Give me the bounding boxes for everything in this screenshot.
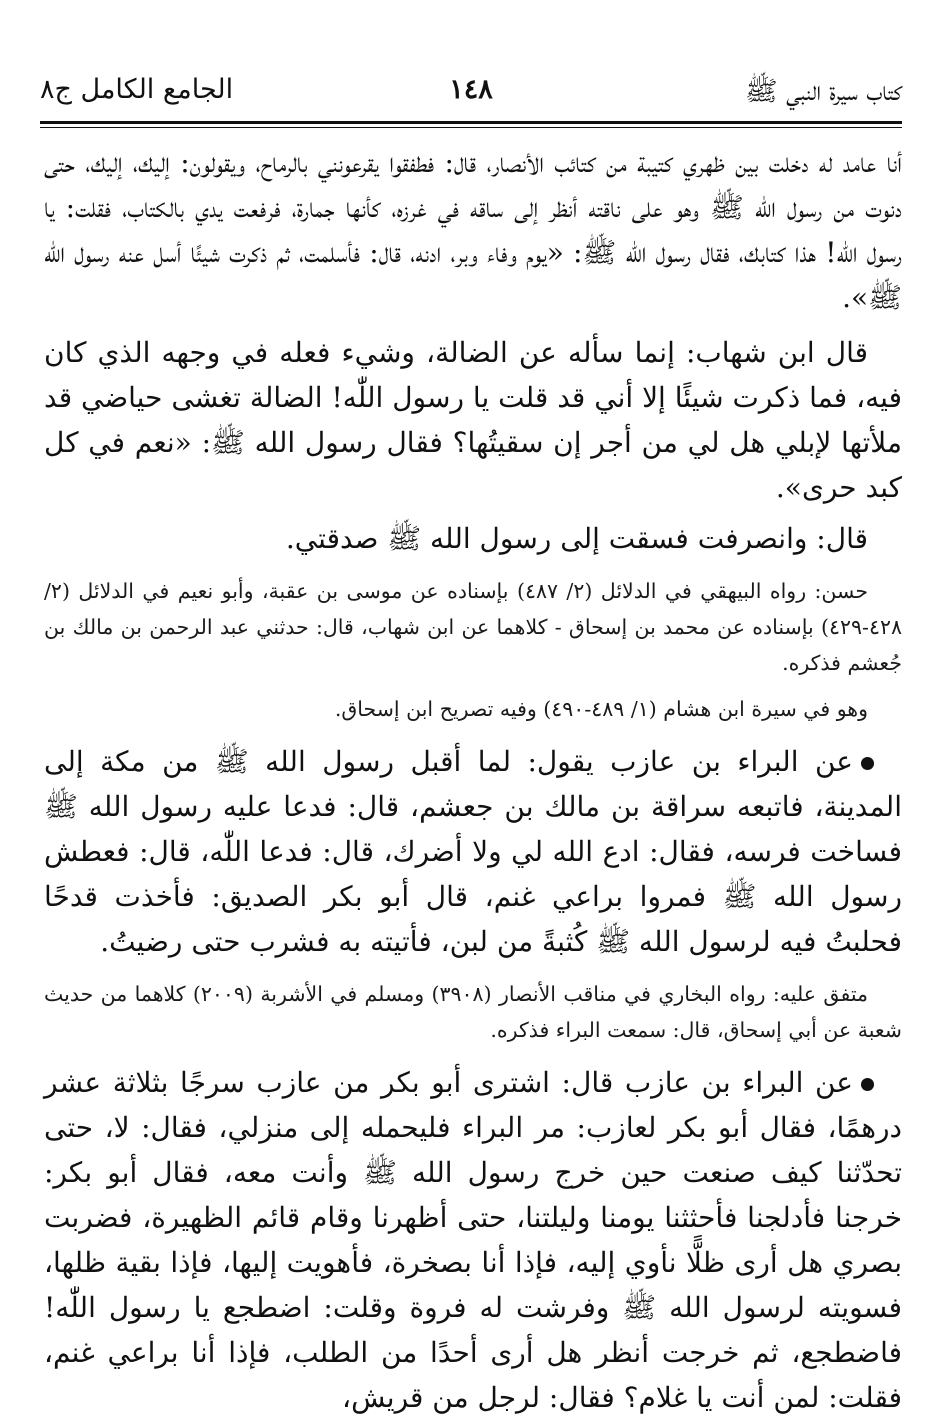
footnote-takhrij: حسن: رواه البيهقي في الدلائل (٢/ ٤٨٧) بإسناده عن موسى بن عقبة، وأبو نعيم في الدلائل (٢/ ٤٢٨-٤٢٩) بإسناده عن محمد بن إسحاق - كلاهما عن ابن شهاب، قال: حدثني عبد الرحمن بن مالك بن جُعشم فذكره. [44,579,902,675]
page-body [44,140,902,1420]
header-book-title: كتاب سيرة النبي ﷺ [744,76,902,107]
bullet-icon [861,757,874,770]
body-paragraph: قال ابن شهاب: إنما سأله عن الضالة، وشيء فعله في وجهه الذي كان فيه، فما ذكرت شيئًا إلا أني قد قلت يا رسول اللّٰه! الضالة تغشى حياضي قد ملأتها لإبلي هل لي من أجر إن سقيتُها؟ فقال رسول الله ﷺ: «نعم في كل كبد حرى». [44,336,902,504]
header-rule-thin [40,127,902,128]
header-rule-thick [40,121,902,124]
bullet-icon [861,1078,874,1091]
body-paragraph: أنا عامد له دخلت بين ظهري كتيبة من كتائب الأنصار، قال: فطفقوا يقرعونني بالرماح، ويقولون: إليك، إليك، حتى دنوت من رسول الله ﷺ وهو على ناقته أنظر إلى ساقه في غرزه، كأنها جمارة، فرفعت يدي بالكتاب، فقلت: يا رسول اللّٰه! هذا كتابك، فقال رسول الله ﷺ: «يوم وفاء وبر، ادنه، قال: فأسلمت، ثم ذكرت شيئًا أسل عنه رسول الله ﷺ». [44,146,902,314]
body-paragraph: قال: وانصرفت فسقت إلى رسول الله ﷺ صدقتي. [285,522,868,555]
footnote-takhrij: متفق عليه: رواه البخاري في مناقب الأنصار (٣٩٠٨) ومسلم في الأشربة (٢٠٠٩) كلاهما من حديث شعبة عن أبي إسحاق، قال: سمعت البراء فذكره. [44,982,902,1042]
page-number: ١٤٨ [449,74,493,105]
header-series-title: الجامع الكامل ج٨ [40,74,234,105]
hadith-paragraph [44,739,902,964]
hadith-text: عن البراء بن عازب قال: اشترى أبو بكر من عازب سرجًا بثلاثة عشر درهمًا، فقال أبو بكر لعازب: مر البراء فليحمله إلى منزلي، فقال: لا، حتى تحدّثنا كيف صنعت حين خرج رسول الله ﷺ وأنت معه، فقال أبو بكر: خرجنا فأدلجنا فأحثثنا يومنا وليلتنا، حتى أظهرنا وقام قائم الظهيرة، فضربت بصري هل أرى ظلًّا نأوي إليه، فإذا أنا بصخرة، فأهويت إليها، فإذا بقية ظلها، فسويته لرسول الله ﷺ وفرشت له فروة وقلت: اضطجع يا رسول اللّٰه! فاضطجع، ثم خرجت أنظر هل أرى أحدًا من الطلب، فإذا أنا براعي غنم، فقلت: لمن أنت يا غلام؟ فقال: لرجل من قريش، [44,1066,903,1414]
footnote-takhrij: وهو في سيرة ابن هشام (١/ ٤٨٩-٤٩٠) وفيه تصريح ابن إسحاق. [334,697,868,721]
hadith-text: عن البراء بن عازب يقول: لما أقبل رسول الله ﷺ من مكة إلى المدينة، فاتبعه سراقة بن مالك بن جعشم، قال: فدعا عليه رسول الله ﷺ فساخت فرسه، فقال: ادع الله لي ولا أضرك، قال: فدعا اللّٰه، قال: فعطش رسول الله ﷺ فمروا براعي غنم، قال أبو بكر الصديق: فأخذت قدحًا فحلبتُ فيه لرسول الله ﷺ كُثبةً من لبن، فأتيته به فشرب حتى رضيتُ. [44,745,902,958]
running-header [40,74,902,118]
hadith-paragraph [44,1060,902,1420]
